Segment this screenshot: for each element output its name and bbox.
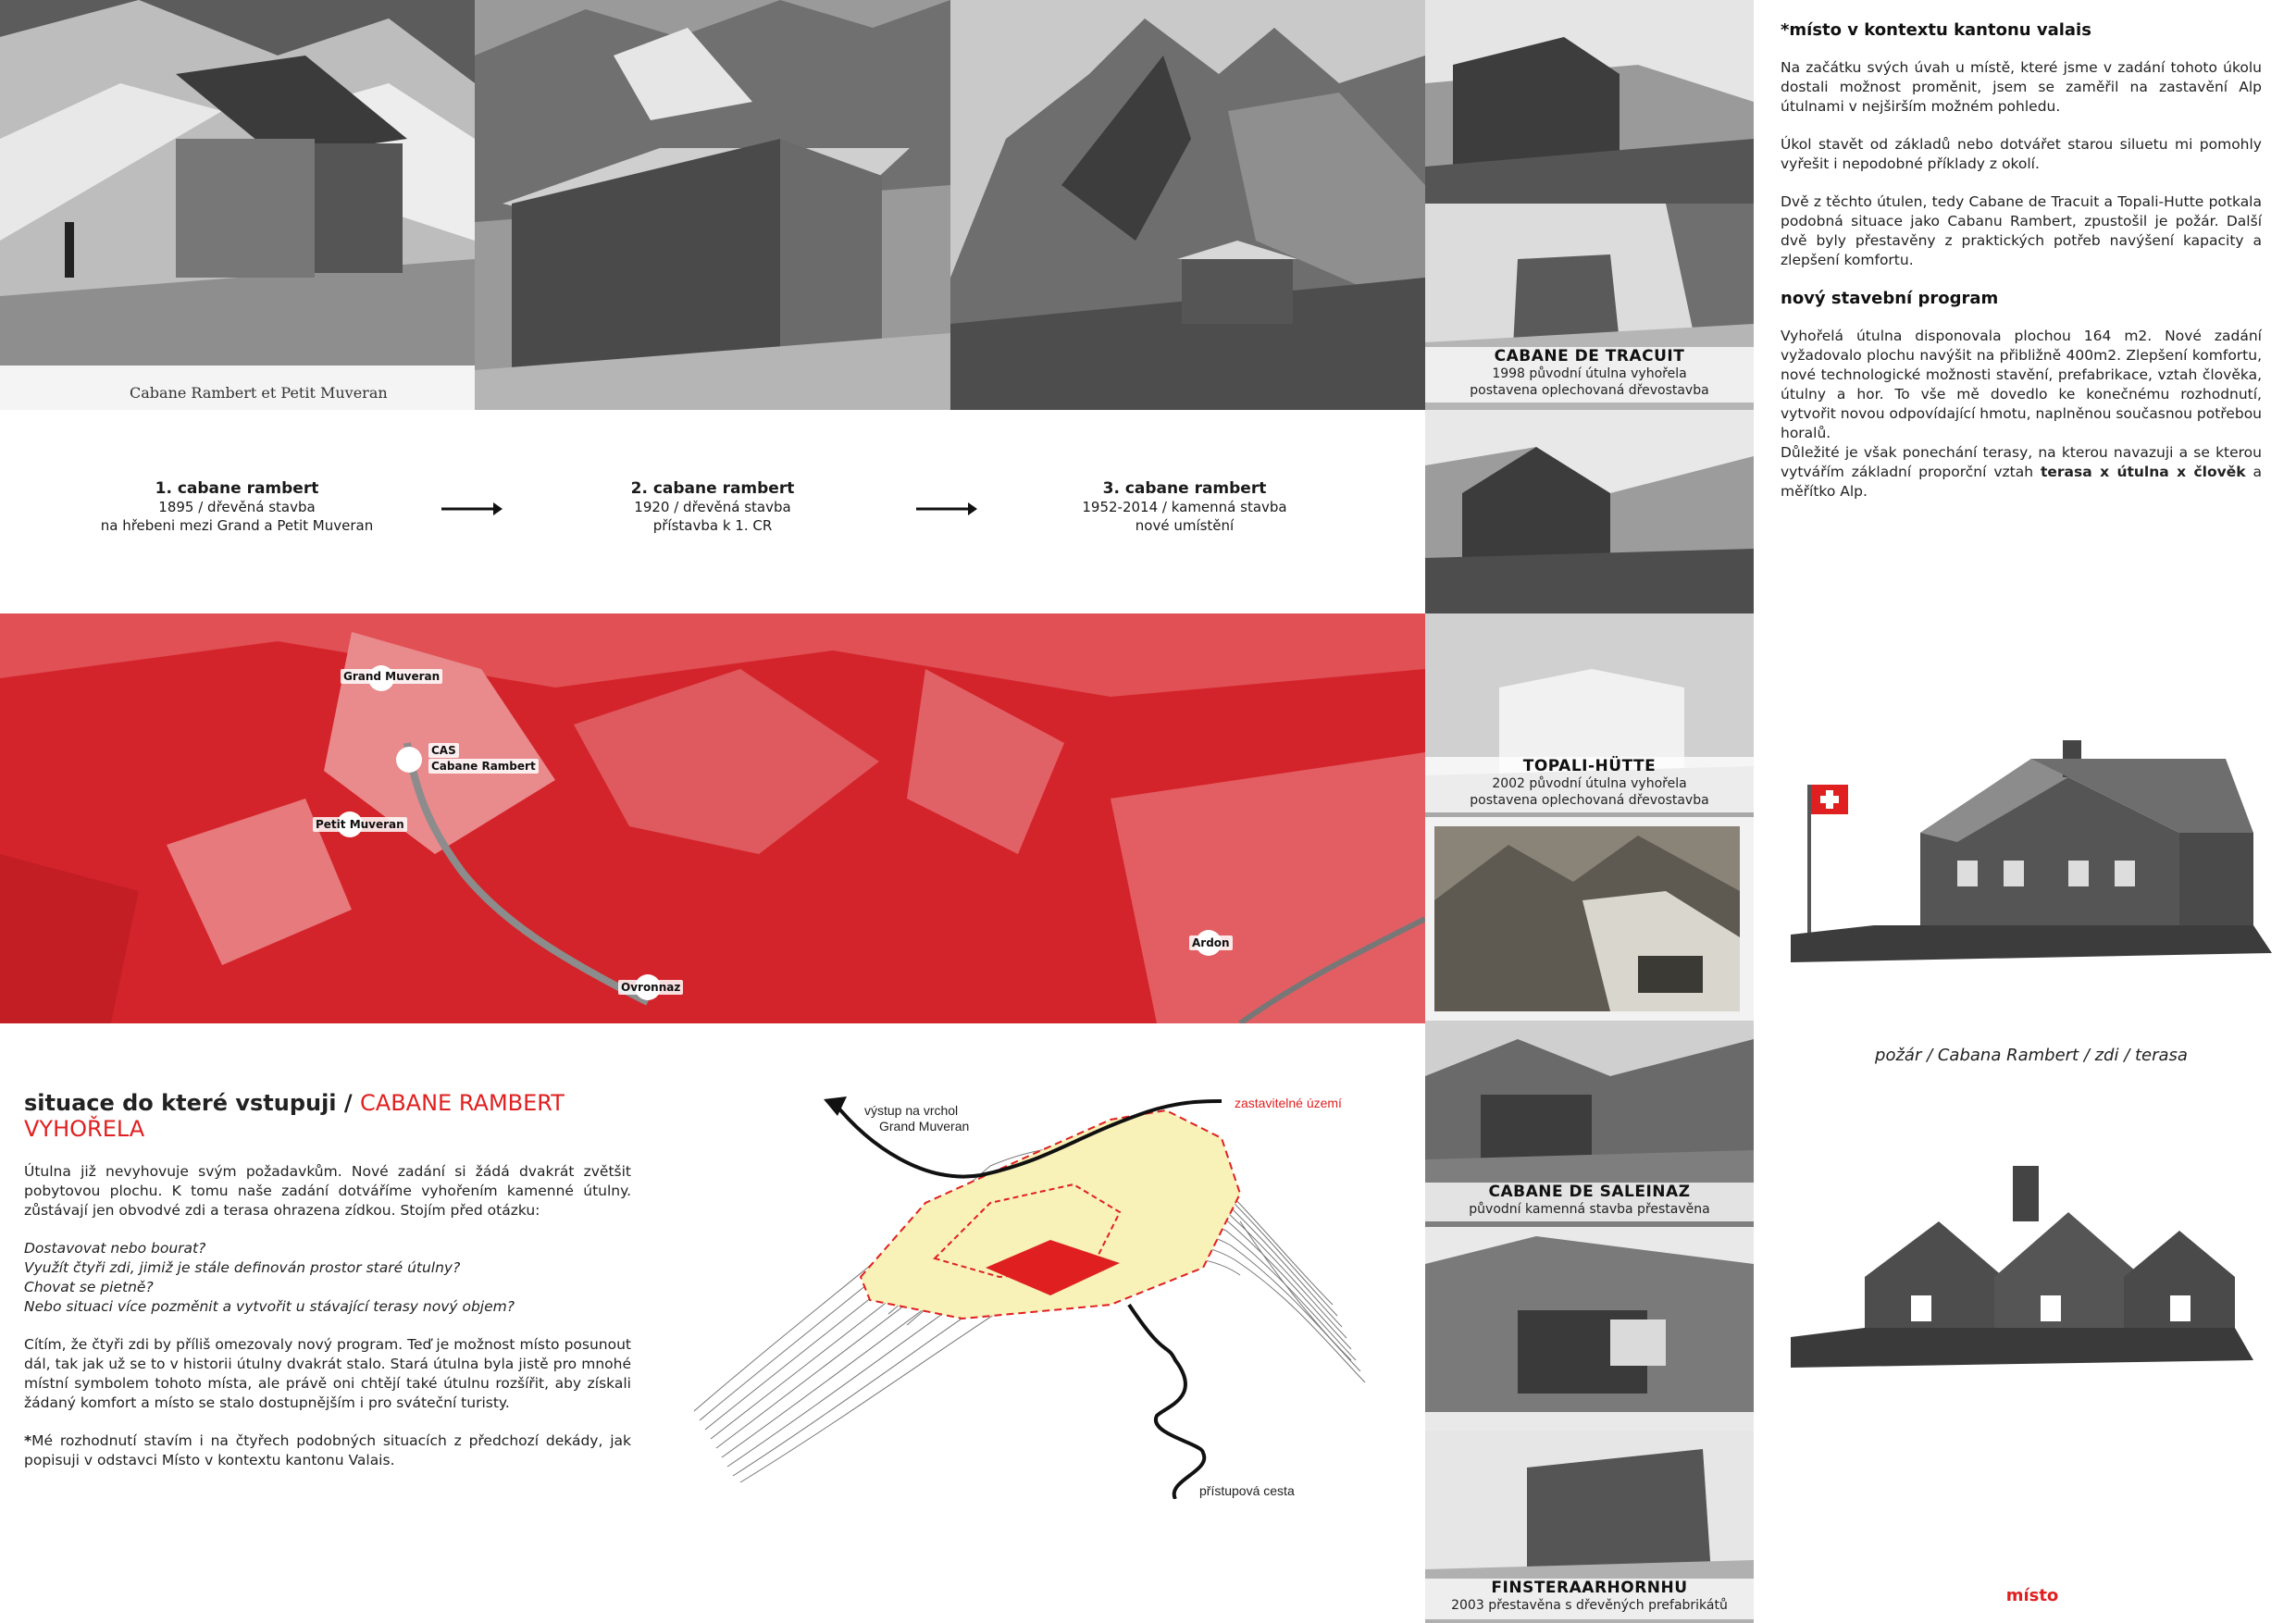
hut-title-finsteraarhorn: FINSTERAARHORNHU bbox=[1491, 1579, 1688, 1597]
burned-hut-illustration bbox=[1791, 740, 2272, 967]
situation-question-4: Nebo situaci více pozměnit a vytvořit u stávající terasy nový objem? bbox=[24, 1298, 515, 1315]
hut-label-finsteraarhorn bbox=[1425, 1579, 1754, 1619]
photo-topali-hutte bbox=[1425, 613, 1754, 817]
evolution-2-date: 1920 / dřevěná stavba bbox=[634, 499, 791, 515]
site-contour-diagram bbox=[685, 1083, 1370, 1499]
evolution-3 bbox=[1036, 479, 1333, 535]
map-label-petit-muveran: Petit Muveran bbox=[313, 817, 407, 832]
photo-cabane-1952 bbox=[950, 0, 1425, 410]
evolution-3-title: 3. cabane rambert bbox=[1102, 479, 1267, 498]
evolution-1 bbox=[80, 479, 394, 535]
situation-heading bbox=[24, 1090, 631, 1142]
hut-title-topali: TOPALI-HÜTTE bbox=[1522, 757, 1657, 775]
hut-label-topali bbox=[1425, 757, 1754, 812]
photo-hut-c bbox=[1425, 410, 1754, 613]
program-paragraph-1: Vyhořelá útulna disponovala plochou 164 m2. Nové zadání vyžadovalo plochu navýšit na přibližně 400m2. Zlepšení komfortu, nové technologické možnosti stavění, prefabrikace, vztah člověka, útulny a hor. To vše mě dovedlo ke konečnému rozhodnutí, vytvořit novou odpovídající hmotu, naplněnou současnou potřebou horalů. bbox=[1781, 328, 2262, 441]
photo-hut-a bbox=[1425, 0, 1754, 204]
context-paragraph-3: Dvě z těchto útulen, tedy Cabane de Tracuit a Topali-Hutte potkala podobná situace jako Cabanu Rambert, zpustošil je požár. Další dvě byly přestavěny z praktických potřeb navýšení kapacity a zlepšení komfortu. bbox=[1781, 193, 2262, 268]
program-paragraph-2c: a měřítko Alp. bbox=[1781, 464, 2262, 500]
context-heading: *místo v kontextu kantonu valais bbox=[1781, 20, 2091, 40]
situation-question-2: Využít čtyři zdi, jimiž je stále definován prostor staré útulny? bbox=[24, 1259, 461, 1276]
situation-paragraph-1: Útulna již nevyhovuje svým požadavkům. Nové zadání si žádá dvakrát zvětšit pobytovou plochu. K tomu naše zadání dotváříme vyhořením kamenné útulny. zůstávají jen obvodvé zdi a terasa ohrazena zídkou. Stojím před otázku: bbox=[24, 1163, 631, 1219]
photo-cabane-de-saleinaz bbox=[1425, 1021, 1754, 1227]
hut-title-saleinaz: CABANE DE SALEINAZ bbox=[1488, 1183, 1691, 1201]
evolution-1-date: 1895 / dřevěná stavba bbox=[158, 499, 316, 515]
situation-paragraph-2: Cítím, že čtyři zdi by příliš omezovaly nový program. Teď je možnost místo posunout dál, tak jak už se to v historii útulny dvakrát stalo. Stará útulna byla jistě pro mnohé místní symbolem tohoto místa, ale právě oni chtějí také útulnu rozšířit, aby získali žádaný komfort a místo se stalo dostupnějším i pro sváteční turisty. bbox=[24, 1336, 631, 1411]
burned-hut-caption: požár / Cabana Rambert / zdi / terasa bbox=[1875, 1046, 2188, 1065]
arrow-2-icon bbox=[916, 500, 977, 518]
map-label-cas: CAS bbox=[428, 743, 459, 758]
situation-question-3: Chovat se pietně? bbox=[24, 1279, 154, 1295]
photo-postcard bbox=[1425, 817, 1754, 1021]
evolution-3-note: nové umístění bbox=[1135, 517, 1235, 534]
situation-heading-black: situace do které vstupuji / bbox=[24, 1090, 361, 1116]
ruin-illustration bbox=[1791, 1166, 2272, 1369]
diagram-label-summit-2: Grand Muveran bbox=[879, 1119, 970, 1134]
context-paragraph-1: Na začátku svých úvah u místě, které jsme v zadání tohoto úkolu dostali možnost proměnit, jsem se zaměřil na zastavění Alp útulnami v nejširším možném pohledu. bbox=[1781, 59, 2262, 115]
evolution-3-date: 1952-2014 / kamenná stavba bbox=[1082, 499, 1287, 515]
hut-label-tracuit bbox=[1425, 347, 1754, 403]
map-label-grand-muveran: Grand Muveran bbox=[341, 669, 442, 684]
hut-note2-topali: postavena oplechovaná dřevostavba bbox=[1470, 793, 1709, 808]
proportion-emphasis: terasa x útulna x člověk bbox=[2040, 464, 2246, 480]
hut-note1-finsteraarhorn: 2003 přestavěna s dřevěných prefabrikátů bbox=[1451, 1598, 1728, 1613]
program-paragraph-2 bbox=[1781, 443, 2262, 502]
site-map bbox=[0, 613, 1425, 1023]
situation-note bbox=[24, 1431, 631, 1470]
evolution-2 bbox=[565, 479, 861, 535]
photo-cabane-1920 bbox=[475, 0, 950, 410]
evolution-1-title: 1. cabane rambert bbox=[155, 479, 319, 498]
place-caption: místo bbox=[2005, 1586, 2059, 1605]
photo-caption-1895: Cabane Rambert et Petit Muveran bbox=[130, 384, 388, 402]
hut-note1-tracuit: 1998 původní útulna vyhořela bbox=[1492, 366, 1687, 381]
map-label-ovronnaz: Ovronnaz bbox=[618, 980, 683, 995]
photo-cabane-1895 bbox=[0, 0, 475, 410]
note-asterisk: * bbox=[24, 1432, 32, 1449]
photo-cabane-de-tracuit bbox=[1425, 204, 1754, 410]
arrow-1-icon bbox=[441, 500, 503, 518]
diagram-label-summit: výstup na vrchol bbox=[864, 1103, 959, 1118]
program-heading: nový stavební program bbox=[1781, 289, 1999, 308]
situation-text bbox=[24, 1090, 631, 1489]
situation-heading-red: CABANE RAMBERT VYHOŘELA bbox=[24, 1090, 565, 1142]
diagram-label-road: přístupová cesta bbox=[1199, 1483, 1295, 1498]
photo-hut-g bbox=[1425, 1227, 1754, 1431]
program-paragraph-2a: Důležité je však ponechání terasy, na kterou navazuji a se kterou vytvářím základní proporční vztah bbox=[1781, 444, 2262, 480]
map-label-ardon: Ardon bbox=[1189, 935, 1233, 950]
map-label-cabane-rambert: Cabane Rambert bbox=[428, 759, 539, 774]
hut-note1-topali: 2002 původní útulna vyhořela bbox=[1492, 776, 1687, 791]
hut-note2-tracuit: postavena oplechovaná dřevostavba bbox=[1470, 383, 1709, 398]
photo-finsteraarhornhutte bbox=[1425, 1431, 1754, 1623]
hut-note1-saleinaz: původní kamenná stavba přestavěna bbox=[1469, 1202, 1710, 1217]
situation-note-text: Mé rozhodnutí stavím i na čtyřech podobných situacích z předchozí dekády, jak popisuji v odstavci Místo v kontextu kantonu Valais. bbox=[24, 1432, 631, 1468]
context-text bbox=[1781, 20, 2262, 520]
evolution-2-note: přístavba k 1. CR bbox=[652, 517, 773, 534]
evolution-1-note: na hřebeni mezi Grand a Petit Muveran bbox=[100, 517, 374, 534]
evolution-2-title: 2. cabane rambert bbox=[630, 479, 795, 498]
diagram-label-zone: zastavitelné území bbox=[1235, 1096, 1342, 1110]
hut-title-tracuit: CABANE DE TRACUIT bbox=[1494, 347, 1685, 365]
hut-label-saleinaz bbox=[1425, 1183, 1754, 1221]
context-paragraph-2: Úkol stavět od základů nebo dotvářet starou siluetu mi pomohly vyřešit i nepodobné příklady z okolí. bbox=[1781, 136, 2262, 172]
situation-question-1: Dostavovat nebo bourat? bbox=[24, 1240, 206, 1257]
